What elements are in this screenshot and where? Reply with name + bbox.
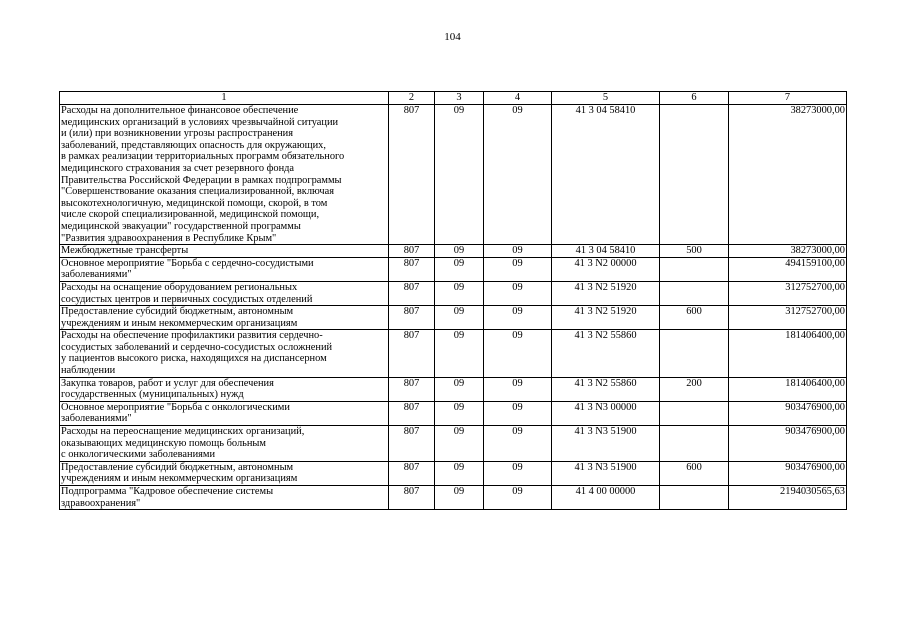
row-name-line: Расходы на переоснащение медицинских организаций, xyxy=(61,426,305,438)
row-ved-code: 807 xyxy=(389,105,435,245)
table-row xyxy=(60,486,847,510)
row-name xyxy=(60,105,389,245)
row-section-code: 09 xyxy=(435,281,484,305)
row-section-code: 09 xyxy=(435,330,484,377)
table-row xyxy=(60,426,847,462)
row-name-line: наблюдении xyxy=(61,365,116,377)
row-amount: 312752700,00 xyxy=(729,306,847,330)
row-name-line: Предоставление субсидий бюджетным, автономным xyxy=(61,306,294,318)
row-name xyxy=(60,486,389,510)
row-name-line: Расходы на оснащение оборудованием региональных xyxy=(61,281,298,293)
row-name xyxy=(60,401,389,425)
row-amount: 903476900,00 xyxy=(729,401,847,425)
row-subsection-code: 09 xyxy=(484,461,552,485)
header-col-6: 6 xyxy=(660,92,729,105)
row-target-article: 41 3 N3 00000 xyxy=(552,401,660,425)
table-row xyxy=(60,330,847,377)
row-name xyxy=(60,377,389,401)
row-amount: 38273000,00 xyxy=(729,105,847,245)
row-section-code: 09 xyxy=(435,377,484,401)
row-ved-code: 807 xyxy=(389,306,435,330)
row-name-line: учреждениям и иным некоммерческим организациям xyxy=(61,317,298,329)
row-section-code: 09 xyxy=(435,257,484,281)
row-amount: 903476900,00 xyxy=(729,426,847,462)
row-name-line: с онкологическими заболеваниями xyxy=(61,449,216,461)
row-expense-type xyxy=(660,401,729,425)
row-name xyxy=(60,281,389,305)
header-col-5: 5 xyxy=(552,92,660,105)
row-expense-type xyxy=(660,105,729,245)
row-expense-type xyxy=(660,426,729,462)
row-subsection-code: 09 xyxy=(484,306,552,330)
row-subsection-code: 09 xyxy=(484,330,552,377)
row-subsection-code: 09 xyxy=(484,245,552,258)
row-name-line: заболеваниями" xyxy=(61,413,132,425)
row-expense-type xyxy=(660,486,729,510)
row-name-line: заболеваний, представляющих опасность для окружающих, xyxy=(61,139,326,151)
row-name-line: высокотехнологичную, медицинской помощи, скорой, в том xyxy=(61,197,328,209)
row-name-line: Расходы на обеспечение профилактики развития сердечно- xyxy=(61,330,323,342)
row-name xyxy=(60,245,389,258)
header-col-3: 3 xyxy=(435,92,484,105)
row-name-line: государственных (муниципальных) нужд xyxy=(61,389,244,401)
row-ved-code: 807 xyxy=(389,377,435,401)
row-ved-code: 807 xyxy=(389,330,435,377)
table-row xyxy=(60,257,847,281)
row-name-line: Основное мероприятие "Борьба с сердечно-сосудистыми xyxy=(61,257,314,269)
row-ved-code: 807 xyxy=(389,426,435,462)
row-amount: 38273000,00 xyxy=(729,245,847,258)
row-section-code: 09 xyxy=(435,461,484,485)
row-name-line: сосудистых заболеваний и сердечно-сосудистых осложнений xyxy=(61,341,333,353)
row-target-article: 41 3 N3 51900 xyxy=(552,426,660,462)
page-number: 104 xyxy=(444,31,461,43)
row-expense-type: 200 xyxy=(660,377,729,401)
row-expense-type xyxy=(660,330,729,377)
header-col-4: 4 xyxy=(484,92,552,105)
table-row xyxy=(60,306,847,330)
row-name-line: Расходы на дополнительное финансовое обеспечение xyxy=(61,105,299,116)
row-expense-type: 500 xyxy=(660,245,729,258)
row-amount: 903476900,00 xyxy=(729,461,847,485)
row-amount: 181406400,00 xyxy=(729,377,847,401)
row-name-line: Подпрограмма "Кадровое обеспечение системы xyxy=(61,486,274,497)
row-name xyxy=(60,306,389,330)
header-col-1: 1 xyxy=(60,92,389,105)
row-name-line: медицинских организаций в условиях чрезвычайной ситуации xyxy=(61,116,339,128)
row-amount: 181406400,00 xyxy=(729,330,847,377)
row-target-article: 41 3 04 58410 xyxy=(552,105,660,245)
row-ved-code: 807 xyxy=(389,257,435,281)
row-name xyxy=(60,257,389,281)
row-section-code: 09 xyxy=(435,401,484,425)
row-subsection-code: 09 xyxy=(484,486,552,510)
row-name-line: Основное мероприятие "Борьба с онкологическими xyxy=(61,401,290,413)
header-col-2: 2 xyxy=(389,92,435,105)
row-section-code: 09 xyxy=(435,426,484,462)
row-expense-type xyxy=(660,281,729,305)
row-section-code: 09 xyxy=(435,245,484,258)
row-subsection-code: 09 xyxy=(484,105,552,245)
row-subsection-code: 09 xyxy=(484,281,552,305)
row-name-line: в рамках реализации территориальных программ обязательного xyxy=(61,151,345,163)
row-target-article: 41 3 N2 51920 xyxy=(552,281,660,305)
row-name-line: медицинской эвакуации" государственной программы xyxy=(61,220,301,232)
row-name-line: Правительства Российской Федерации в рамках подпрограммы xyxy=(61,174,342,186)
header-col-7: 7 xyxy=(729,92,847,105)
row-amount: 2194030565,63 xyxy=(729,486,847,510)
row-name-line: сосудистых центров и первичных сосудистых отделений xyxy=(61,293,313,305)
row-ved-code: 807 xyxy=(389,486,435,510)
row-target-article: 41 3 N2 51920 xyxy=(552,306,660,330)
row-name-line: Закупка товаров, работ и услуг для обеспечения xyxy=(61,377,274,389)
row-expense-type: 600 xyxy=(660,461,729,485)
row-expense-type xyxy=(660,257,729,281)
row-subsection-code: 09 xyxy=(484,257,552,281)
row-name-line: здравоохранения" xyxy=(61,497,141,509)
row-expense-type: 600 xyxy=(660,306,729,330)
row-ved-code: 807 xyxy=(389,281,435,305)
row-ved-code: 807 xyxy=(389,401,435,425)
budget-table xyxy=(59,91,847,510)
row-target-article: 41 3 N2 55860 xyxy=(552,377,660,401)
header-row xyxy=(60,92,847,105)
row-name-line: у пациентов высокого риска, находящихся на диспансерном xyxy=(61,353,327,365)
row-name xyxy=(60,461,389,485)
row-amount: 312752700,00 xyxy=(729,281,847,305)
row-name-line: "Совершенствование оказания специализированной, включая xyxy=(61,186,334,198)
table-body xyxy=(60,105,847,510)
table-row xyxy=(60,281,847,305)
row-name-line: Предоставление субсидий бюджетным, автономным xyxy=(61,461,294,473)
row-ved-code: 807 xyxy=(389,461,435,485)
row-name xyxy=(60,330,389,377)
row-name-line: и (или) при возникновении угрозы распространения xyxy=(61,128,294,140)
table-row xyxy=(60,401,847,425)
row-ved-code: 807 xyxy=(389,245,435,258)
row-name-line: оказывающих медицинскую помощь больным xyxy=(61,437,266,449)
row-target-article: 41 3 N2 55860 xyxy=(552,330,660,377)
row-subsection-code: 09 xyxy=(484,426,552,462)
row-subsection-code: 09 xyxy=(484,401,552,425)
row-name-line: медицинского страхования за счет резервного фонда xyxy=(61,162,295,174)
row-section-code: 09 xyxy=(435,306,484,330)
table-row xyxy=(60,245,847,258)
row-subsection-code: 09 xyxy=(484,377,552,401)
row-target-article: 41 3 N3 51900 xyxy=(552,461,660,485)
table-row xyxy=(60,377,847,401)
row-section-code: 09 xyxy=(435,486,484,510)
row-name-line: заболеваниями" xyxy=(61,269,132,281)
row-name-line: Межбюджетные трансферты xyxy=(61,245,189,257)
table-row xyxy=(60,461,847,485)
table-row xyxy=(60,105,847,245)
row-name-line: "Развития здравоохранения в Республике Крым" xyxy=(61,232,277,244)
row-target-article: 41 3 N2 00000 xyxy=(552,257,660,281)
row-amount: 494159100,00 xyxy=(729,257,847,281)
row-name xyxy=(60,426,389,462)
row-name-line: числе скорой специализированной, медицинской помощи, xyxy=(61,209,320,221)
row-target-article: 41 3 04 58410 xyxy=(552,245,660,258)
row-section-code: 09 xyxy=(435,105,484,245)
row-name-line: учреждениям и иным некоммерческим организациям xyxy=(61,473,298,485)
row-target-article: 41 4 00 00000 xyxy=(552,486,660,510)
